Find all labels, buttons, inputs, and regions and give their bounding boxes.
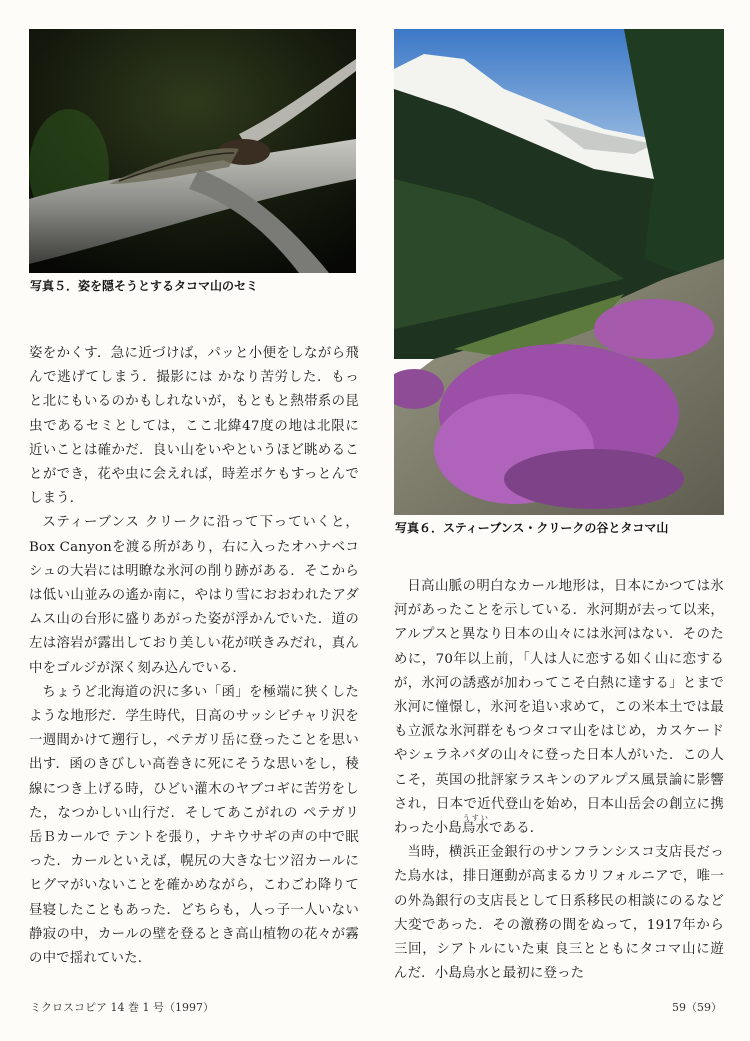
- right-paragraph-2: 当時，横浜正金銀行のサンフランシスコ支店長だった烏水は，排日運動が高まるカリフォルニアで，唯一の外為銀行の支店長として日系移民の相談にのるなど大変であった．その激務の間をぬって，1917年から三回，シアトルにいた東 良三とともにタコマ山に遊んだ．小島烏水と最初に登った: [394, 845, 724, 982]
- photo-cicada: [29, 29, 356, 273]
- page-number: 59（59）: [672, 1001, 722, 1014]
- left-paragraph-2: スティーブンス クリークに沿って下っていくと，Box Canyonを渡る所があり，右に入ったオハナベコシュの大岩には明瞭な氷河の削り跡がある．そこからは低い山並みの遙か南に，やはり雪におおわれたアダムス山の台形に盛りあがった姿が浮かんでいた．道の左は溶岩が露出しており美しい花が咲きみだれ，真ん中をゴルジが深く刻み込んでいる．: [29, 515, 359, 676]
- journal-citation: ミクロスコピア 14 巻 1 号（1997）: [30, 1001, 214, 1014]
- right-paragraph-1-text: 日高山脈の明白なカール地形は，日本にかつては氷河があったことを示している．氷河期が去って以来，アルプスと異なり日本の山々には氷河はない．そのために，70年以上前，「人は人に恋する如く山に恋するが，氷河の誘惑が加わってこそ白熱に達する」とまで氷河に憧憬し，氷河を追い求めて，この米本土では最も立派な氷河群をもつタコマ山をはじめ，カスケードやシェラネバダの山々に登った日本人がいた．この人こそ，英国の批評家ラスキンのアルプス風景論に影響され，日本で近代登山を始め，日本山岳会の創立に携わった小島: [394, 579, 724, 837]
- left-column: [29, 342, 359, 971]
- right-column: [394, 575, 724, 986]
- photo-valley: [394, 29, 724, 515]
- left-paragraph-3: ちょうど北海道の沢に多い「函」を極端に狭くしたような地形だ．学生時代，日高のサッシビチャリ沢を一週間かけて遡行し，ペテガリ岳に登ったことを思い出す．函のきびしい高巻きに死にそうな思いをし，稜線につき上げる時，ひどい灌木のヤブコギに苦労をした，なつかしい山行だ．そしてあこがれの ペテガリ岳Ｂカールで テントを張り，ナキウサギの声の中で眠った．カールといえば，幌尻の大きな七ツ沼カールにヒグマがいないことを確かめながら，こわごわ降りて昼寝したこともあった．どちらも，人っ子一人いない静寂の中，カールの壁を登るとき高山植物の花々が霧の中で揺れていた．: [29, 684, 359, 967]
- right-paragraph-1-end: である．: [489, 821, 544, 837]
- right-paragraph-1: [394, 575, 724, 841]
- photo6-caption: 写真６．スティーブンス・クリークの谷とタコマ山: [395, 521, 669, 535]
- person-name-with-ruby: [461, 814, 490, 837]
- photo5-caption: 写真５．姿を隠そうとするタコマ山のセミ: [30, 279, 259, 293]
- person-name: 烏水: [461, 821, 490, 837]
- left-paragraph-1: 姿をかくす．急に近づけば，パッと小便をしながら飛んで逃げてしまう．撮影には かなり苦労した．もっと北にもいるのかもしれないが，もともと熱帯系の昆虫であるセミとしては，ここ北緯47度の地は北限に近いことは確かだ．良い山をいやというほど眺めることができ，花や虫に会えれば，時差ボケもすっとんでしまう．: [29, 346, 359, 507]
- person-name-ruby: うすい: [461, 814, 489, 823]
